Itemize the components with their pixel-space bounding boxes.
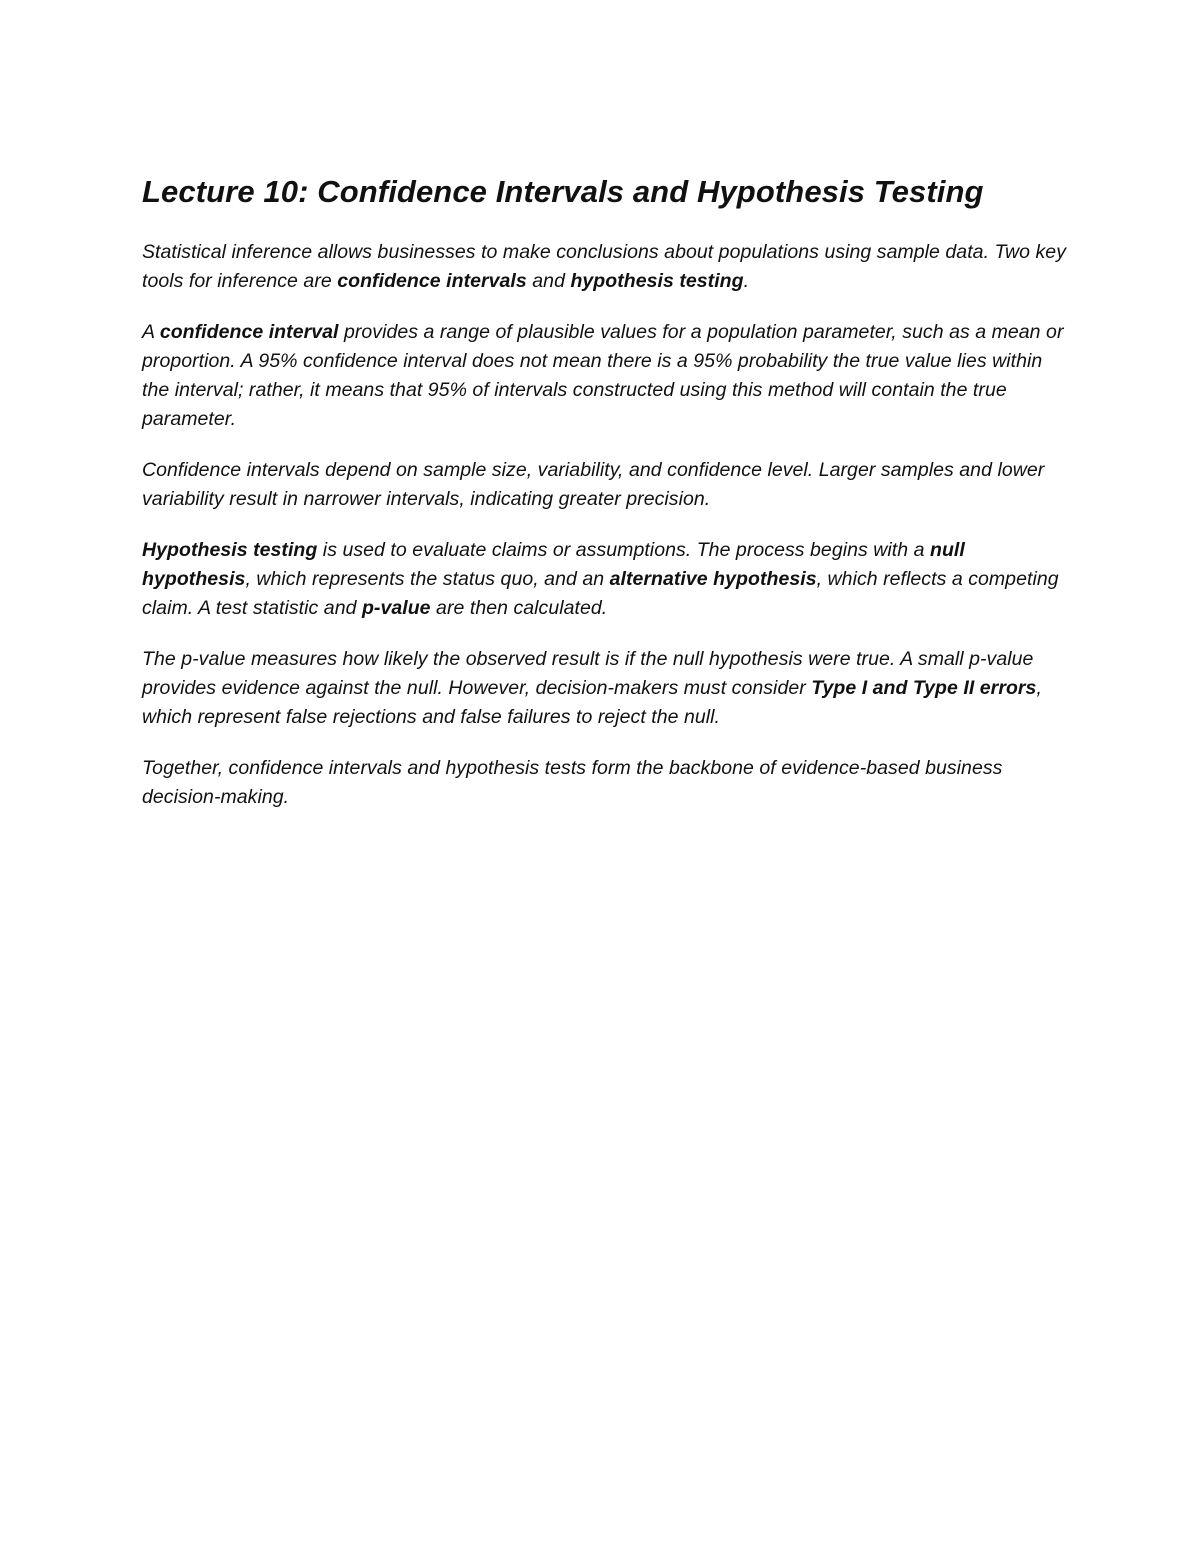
text-run: Statistical inference allows businesses to make conclusions about populations using sample data. Two key tools for inference are [142, 241, 1067, 293]
document-body [142, 172, 1067, 834]
body-paragraph [142, 754, 1067, 812]
bold-term: Hypothesis testing [142, 539, 318, 562]
text-run: , which reflects a competing claim. A test statistic and [142, 568, 1059, 620]
bold-term: confidence interval [159, 321, 339, 344]
bold-term: p-value [361, 597, 431, 620]
body-paragraph [142, 456, 1067, 514]
body-paragraph [142, 645, 1067, 732]
body-paragraph [142, 536, 1067, 623]
text-run: Confidence intervals depend on sample size, variability, and confidence level. Larger samples and lower variability result in narrower intervals, indicating greater precision. [142, 459, 1045, 511]
text-run: The p-value measures how likely the observed result is if the null hypothesis were true. A small p-value provides evidence against the null. However, decision-makers must consider [142, 648, 1034, 700]
text-run: are then calculated. [430, 597, 608, 620]
body-paragraph [142, 318, 1067, 434]
body-paragraph [142, 238, 1067, 296]
text-run: . [743, 270, 750, 293]
bold-term: Type I and Type II errors [811, 677, 1037, 700]
text-run: is used to evaluate claims or assumptions. The process begins with a [317, 539, 930, 562]
document-title: Lecture 10: Confidence Intervals and Hypothesis Testing [142, 174, 984, 209]
bold-term: alternative hypothesis [609, 568, 817, 591]
text-run: , which represents the status quo, and an [245, 568, 610, 591]
text-run: provides a range of plausible values for a population parameter, such as a mean or proportion. A 95% confidence interval does not mean there is a 95% probability the true value lies within the interval; rather, it means that 95% of intervals constructed using this method will contain the true parameter. [142, 321, 1064, 431]
text-run: and [526, 270, 571, 293]
text-run: , which represent false rejections and false failures to reject the null. [142, 677, 1042, 729]
text-run: Together, confidence intervals and hypothesis tests form the backbone of evidence-based business decision-making. [142, 757, 1003, 809]
paragraph-list [142, 238, 1067, 812]
bold-term: hypothesis testing [570, 270, 744, 293]
bold-term: confidence intervals [337, 270, 527, 293]
bold-term: null hypothesis [142, 539, 965, 591]
text-run: A [142, 321, 160, 344]
